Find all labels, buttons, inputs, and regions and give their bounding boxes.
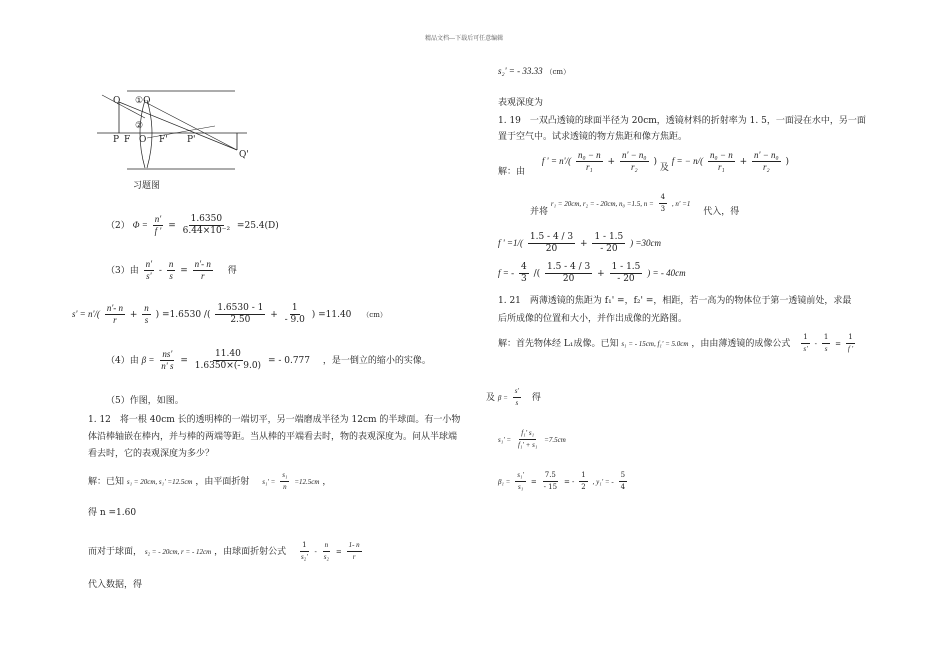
solution-1-21: 解：首先物体经 L₁成像。已知 s₁ = - 15cm, f₁' = 5.0cm ，由由薄透镜的成像公式 $\frac{1}{s'}$ - $\frac{1}{s}$ = $\frac{1}{f '}$ xyxy=(498,333,854,353)
eq-refraction: （3）由 $\frac{n'}{s'}$ - $\frac{n}{s}$ = $\frac{n'- n}{r}$ 得 xyxy=(106,259,237,281)
result-s2: s₂' = - 33.33 （cm） xyxy=(498,66,571,76)
index-result: 得 n =1.60 xyxy=(88,508,137,518)
image-focal-length: f ' =1/( $\frac{1.5 - 4 / 3}{20}$ + $\frac{1 - 1.5}{- 20}$ ) =30cm xyxy=(498,232,661,254)
problem-1-21: 1. 21 两薄透镜的焦距为 f₁' =，f₂' =，相距，若一高为的物体位于第一透镜前处，求最 后所成像的位置和大小，并作出成像的光路图。 xyxy=(498,296,852,324)
problem-1-12: 1. 12 将一根 40cm 长的透明棒的一端切平，另一端磨成半径为 12cm 的半球面。有一小物 体沿棒轴嵌在棒内，并与棒的两端等距。当从棒的平端看去时，物的表观深度为。问从半球端 看去时，它的表观深度为多少？ xyxy=(88,415,461,459)
fig-label-pp: P' xyxy=(187,135,196,145)
fig-label-fp: F' xyxy=(159,135,168,145)
fig-label-q: Q xyxy=(113,96,121,106)
fig-label-q1: ①Q xyxy=(135,96,151,106)
substitute-line: 代入数据，得 xyxy=(88,580,143,590)
optics-figure xyxy=(97,88,249,191)
eq-s1-prime: s₁' = $\frac{\text{f₁' s₁}}{\text{f₁' + s₁}}$ =7.5cm xyxy=(498,429,566,449)
eq-power: （2） Φ = $\frac{n'}{f '}$ = $\frac{1.6350}{\text{6.44×10⁻²}}$ =25.4(D) xyxy=(106,214,279,236)
eq-magnification: （4）由 β = $\frac{ns'}{n' s}$ = $\frac{11.40}{1.6350\times(- 9.0)}$ = - 0.777 ，是一倒立的缩小的实像。 xyxy=(106,349,431,371)
step-5: （5）作图，如图。 xyxy=(106,396,184,406)
spherical-formula: 而对于球面， s₂ = - 20cm, r = - 12cm ，由球面折射公式 $\frac{1}{\text{s₂'}}$ - $\frac{n}{\text{s₂}}$ = $\frac{1- n}{r}$ xyxy=(88,541,360,561)
fig-label-o: O xyxy=(139,135,147,145)
fig-label-2: ② xyxy=(135,121,144,131)
fig-label-f: F xyxy=(124,135,131,145)
substitute-values: 并将 r₁ = 20cm, r₂ = - 20cm, n₀ =1.5, n = $\frac{4}{3}$ , n' =1 代入，得 xyxy=(530,193,740,217)
fig-label-qp: Q' xyxy=(239,150,249,160)
focal-formula: 解：由 f ' = n'/( $\frac{\text{n₀ − n}}{\text{r₁}}$ + $\frac{\text{n' − n₀}}{\text{r₂}}$ ) 及 f = − n/( $\frac{\text{n₀ − n}}{\text{r₁}}$ + $\frac{\text{n' − n₀}}{\text{r₂}}$ ) xyxy=(498,150,790,177)
object-focal-length: f = - $\frac{4}{3}$ /( $\frac{1.5 - 4 / 3}{20}$ + $\frac{1 - 1.5}{- 20}$ ) = - 40cm xyxy=(498,262,686,284)
eq-image-distance: s' = n'/( $\frac{n'- n}{r}$ + $\frac{n}{s}$ ) =1.6530 /( $\frac{1.6530 - 1}{2.50}$ + $\frac{1}{- 9.0}$ ) =11.40 （cm） xyxy=(72,303,387,325)
page-header: 精品文档---下载后可任意编辑 xyxy=(425,35,504,42)
apparent-depth: 表观深度为 xyxy=(498,98,544,108)
eq-beta1: β₁ = $\frac{\text{s₁'}}{\text{s₁}}$ = $\frac{7.5}{- 15}$ = - $\frac{1}{2}$ , y₁' = - $\frac{5}{4}$ xyxy=(498,471,626,491)
beta-definition: 及 β = $\frac{s'}{s}$ 得 xyxy=(486,387,541,407)
fig-caption: 习题图 xyxy=(133,181,161,191)
problem-1-19: 1. 19 一双凸透镜的球面半径为 20cm，透镜材料的折射率为 1. 5，一面浸在水中，另一面 置于空气中。试求透镜的物方焦距和像方焦距。 xyxy=(498,116,866,142)
fig-label-p: P xyxy=(113,135,120,145)
solution-1-12: 解：已知 s₁ = 20cm, s₁' =12.5cm ，由平面折射 s₁' = $\frac{\text{s₁}}{n}$ =12.5cm ， xyxy=(88,471,332,491)
